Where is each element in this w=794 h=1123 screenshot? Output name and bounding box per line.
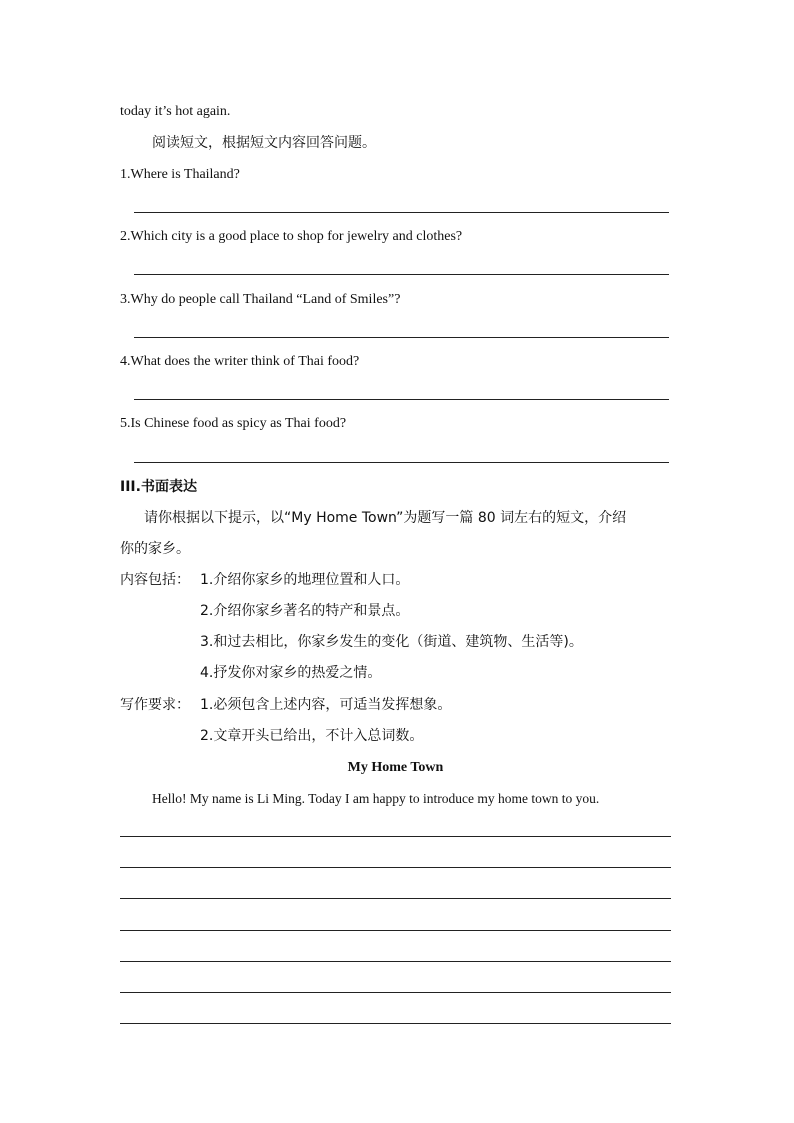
writing-line-2[interactable]: [120, 867, 671, 868]
question-1: 1.Where is Thailand?: [120, 167, 240, 182]
essay-title: My Home Town: [347, 760, 444, 775]
answer-line-1[interactable]: [134, 212, 669, 213]
content-item-3: 3.和过去相比，你家乡发生的变化（街道、建筑物、生活等)。: [200, 634, 583, 650]
question-3: 3.Why do people call Thailand “Land of Smiles”?: [120, 292, 401, 307]
answer-line-2[interactable]: [134, 274, 669, 275]
content-item-2: 2.介绍你家乡著名的特产和景点。: [200, 603, 410, 619]
content-item-4: 4.抒发你对家乡的热爱之情。: [200, 665, 382, 681]
question-4: 4.What does the writer think of Thai food?: [120, 354, 360, 369]
section-heading: III.书面表达: [120, 479, 197, 495]
content-item-1: 1.介绍你家乡的地理位置和人口。: [200, 572, 410, 588]
question-5: 5.Is Chinese food as spicy as Thai food?: [120, 416, 347, 431]
writing-line-3[interactable]: [120, 898, 671, 899]
writing-line-6[interactable]: [120, 992, 671, 993]
passage-ending-text: today it’s hot again.: [120, 104, 231, 119]
writing-line-5[interactable]: [120, 961, 671, 962]
question-2: 2.Which city is a good place to shop for jewelry and clothes?: [120, 229, 463, 244]
answer-line-5[interactable]: [134, 462, 669, 463]
writing-line-4[interactable]: [120, 930, 671, 931]
answer-line-3[interactable]: [134, 337, 669, 338]
writing-prompt-line-1: 请你根据以下提示，以“My Home Town”为题写一篇 80 词左右的短文，介绍: [144, 510, 627, 526]
writing-line-7[interactable]: [120, 1023, 671, 1024]
answer-line-4[interactable]: [134, 399, 669, 400]
requirement-item-1: 1.必须包含上述内容，可适当发挥想象。: [200, 697, 452, 713]
essay-opening: Hello! My name is Li Ming. Today I am happy to introduce my home town to you.: [152, 791, 600, 806]
requirement-item-2: 2.文章开头已给出，不计入总词数。: [200, 728, 424, 744]
writing-prompt-line-2: 你的家乡。: [120, 541, 190, 557]
writing-line-1[interactable]: [120, 836, 671, 837]
requirements-label: 写作要求：: [120, 697, 190, 713]
content-label: 内容包括：: [120, 572, 190, 588]
reading-instruction: 阅读短文，根据短文内容回答问题。: [152, 135, 376, 151]
